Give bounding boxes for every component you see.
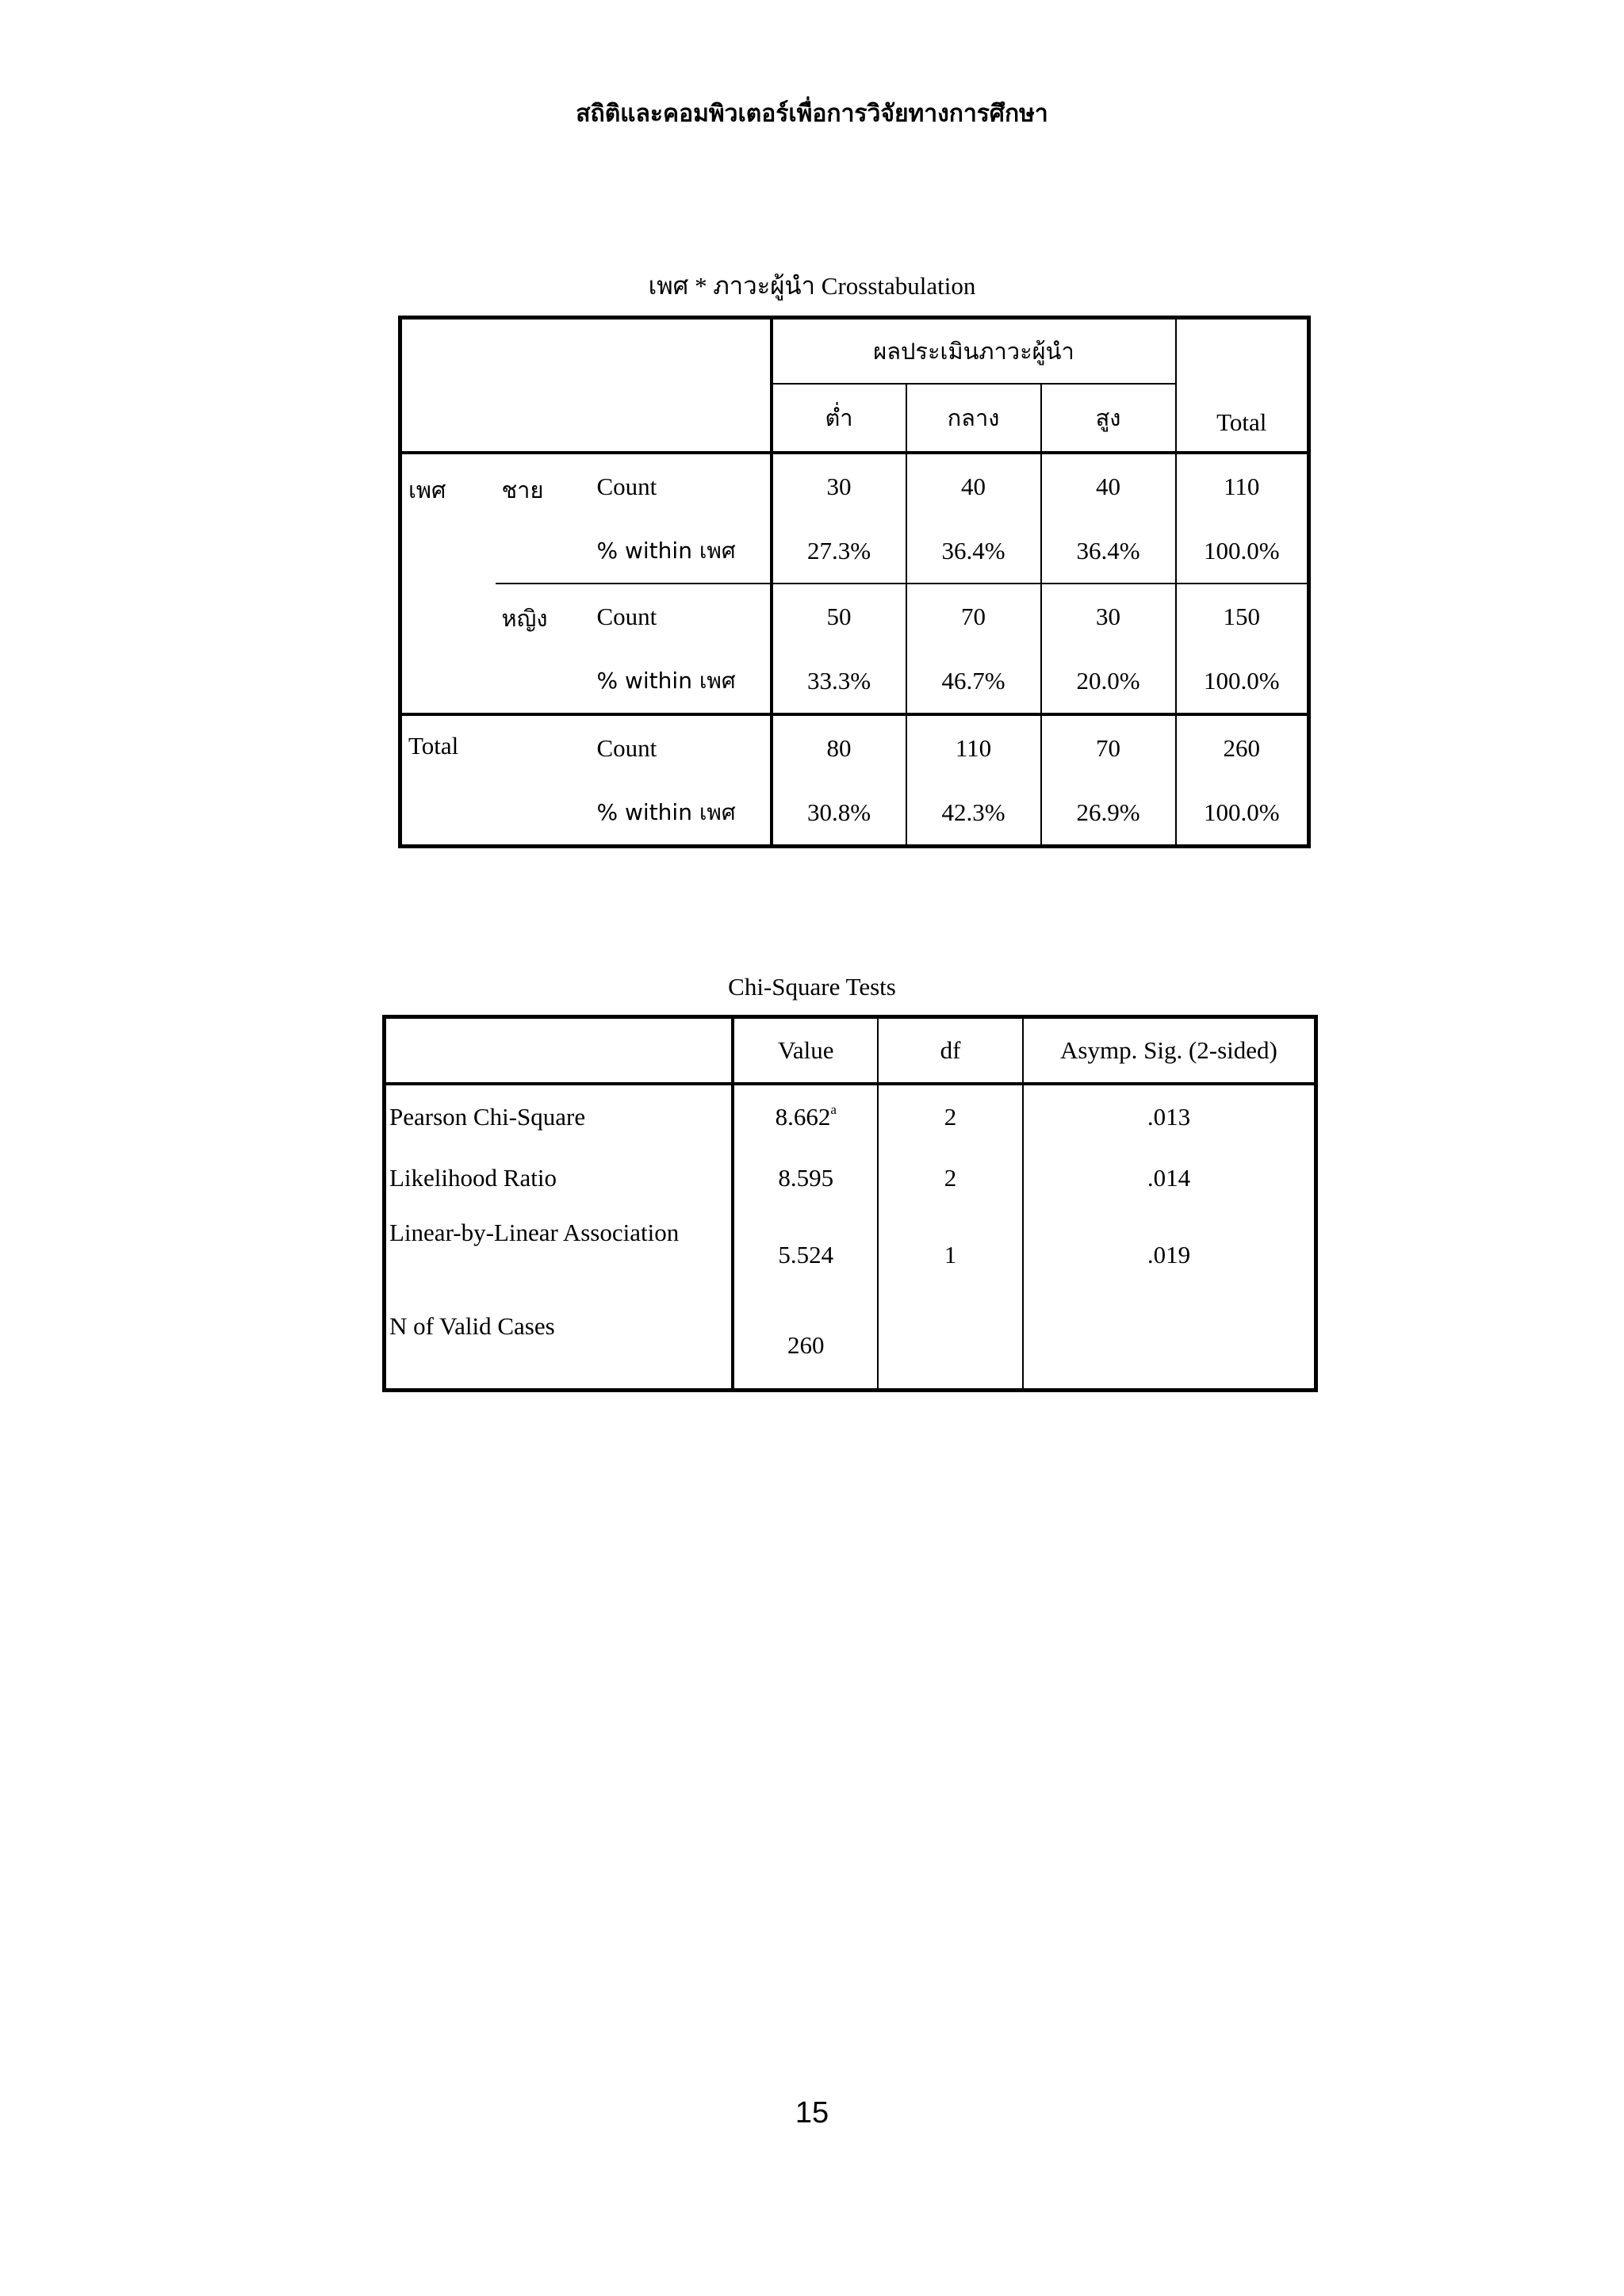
table-row xyxy=(385,1084,1316,1149)
group-header: ผลประเมินภาวะผู้นำ xyxy=(772,318,1176,385)
cell: 27.3% xyxy=(772,519,906,584)
cell: 36.4% xyxy=(1041,519,1176,584)
chisq-table xyxy=(382,1015,1318,1392)
col-header-high: สูง xyxy=(1041,384,1176,453)
cell: 46.7% xyxy=(906,649,1041,714)
stat-label: Count xyxy=(591,453,772,519)
total-label: Total xyxy=(408,732,459,760)
cell: 100.0% xyxy=(1176,649,1309,714)
cell: 26.9% xyxy=(1041,780,1176,847)
crosstab-title: เพศ * ภาวะผู้นำ Crosstabulation xyxy=(648,272,976,300)
cell: 2 xyxy=(878,1149,1023,1207)
stat-name: Linear-by-Linear Association xyxy=(385,1207,733,1303)
cell: 5.524 xyxy=(733,1207,878,1303)
cell: 30 xyxy=(1041,584,1176,649)
cell: 42.3% xyxy=(906,780,1041,847)
cell: .013 xyxy=(1147,1103,1191,1131)
cell xyxy=(733,1084,878,1149)
cell: 70 xyxy=(1041,714,1176,780)
group-label: หญิง xyxy=(496,584,591,714)
stat-label: % within เพศ xyxy=(591,780,772,847)
stat-name: Pearson Chi-Square xyxy=(385,1084,733,1149)
footnote-marker: a xyxy=(830,1102,837,1117)
cell: 36.4% xyxy=(906,519,1041,584)
crosstab-table xyxy=(398,316,1311,848)
cell: 100.0% xyxy=(1176,519,1309,584)
stat-name: N of Valid Cases xyxy=(385,1303,733,1391)
cell: 260 xyxy=(733,1303,878,1391)
group-label: ชาย xyxy=(496,453,591,584)
col-header-sig: Asymp. Sig. (2-sided) xyxy=(1023,1017,1316,1085)
cell: .019 xyxy=(1147,1241,1191,1269)
col-header-value: Value xyxy=(733,1017,878,1085)
page-header-title: สถิติและคอมพิวเตอร์เพื่อการวิจัยทางการศึกษา xyxy=(576,100,1048,128)
cell: 260 xyxy=(1223,733,1260,762)
cell: 150 xyxy=(1223,602,1260,630)
cell: 20.0% xyxy=(1041,649,1176,714)
cell: 110 xyxy=(906,714,1041,780)
cell: 100.0% xyxy=(1203,798,1280,826)
stat-label: % within เพศ xyxy=(591,649,772,714)
col-header-low: ต่ำ xyxy=(772,384,906,453)
table-row xyxy=(400,584,1309,649)
cell: 1 xyxy=(878,1207,1023,1303)
chisq-title: Chi-Square Tests xyxy=(728,973,896,1001)
col-header-mid: กลาง xyxy=(906,384,1041,453)
table-row xyxy=(385,1207,1316,1303)
cell: 70 xyxy=(906,584,1041,649)
cell: 40 xyxy=(906,453,1041,519)
chisq-corner xyxy=(385,1017,733,1085)
cell: 8.595 xyxy=(733,1149,878,1207)
cell: 2 xyxy=(878,1084,1023,1149)
table-row xyxy=(400,714,1309,780)
table-row xyxy=(385,1149,1316,1207)
cell: 30 xyxy=(772,453,906,519)
cell: 80 xyxy=(772,714,906,780)
table-row xyxy=(400,453,1309,519)
stat-name: Likelihood Ratio xyxy=(385,1149,733,1207)
cell: 110 xyxy=(1224,472,1260,500)
cell-value: 8.662 xyxy=(775,1103,831,1131)
stat-label: % within เพศ xyxy=(591,519,772,584)
col-header-df: df xyxy=(878,1017,1023,1085)
stat-label: Count xyxy=(591,584,772,649)
cell: 33.3% xyxy=(772,649,906,714)
row-variable-label: เพศ xyxy=(400,453,496,714)
cell: 30.8% xyxy=(772,780,906,847)
crosstab-corner xyxy=(400,318,772,453)
stat-label: Count xyxy=(591,714,772,780)
cell: 50 xyxy=(772,584,906,649)
page-number: 15 xyxy=(795,2096,829,2130)
cell: .014 xyxy=(1147,1164,1191,1192)
col-header-total: Total xyxy=(1176,318,1309,453)
cell: 40 xyxy=(1041,453,1176,519)
cell xyxy=(878,1303,1023,1391)
cell xyxy=(1023,1303,1316,1391)
table-row xyxy=(385,1303,1316,1391)
